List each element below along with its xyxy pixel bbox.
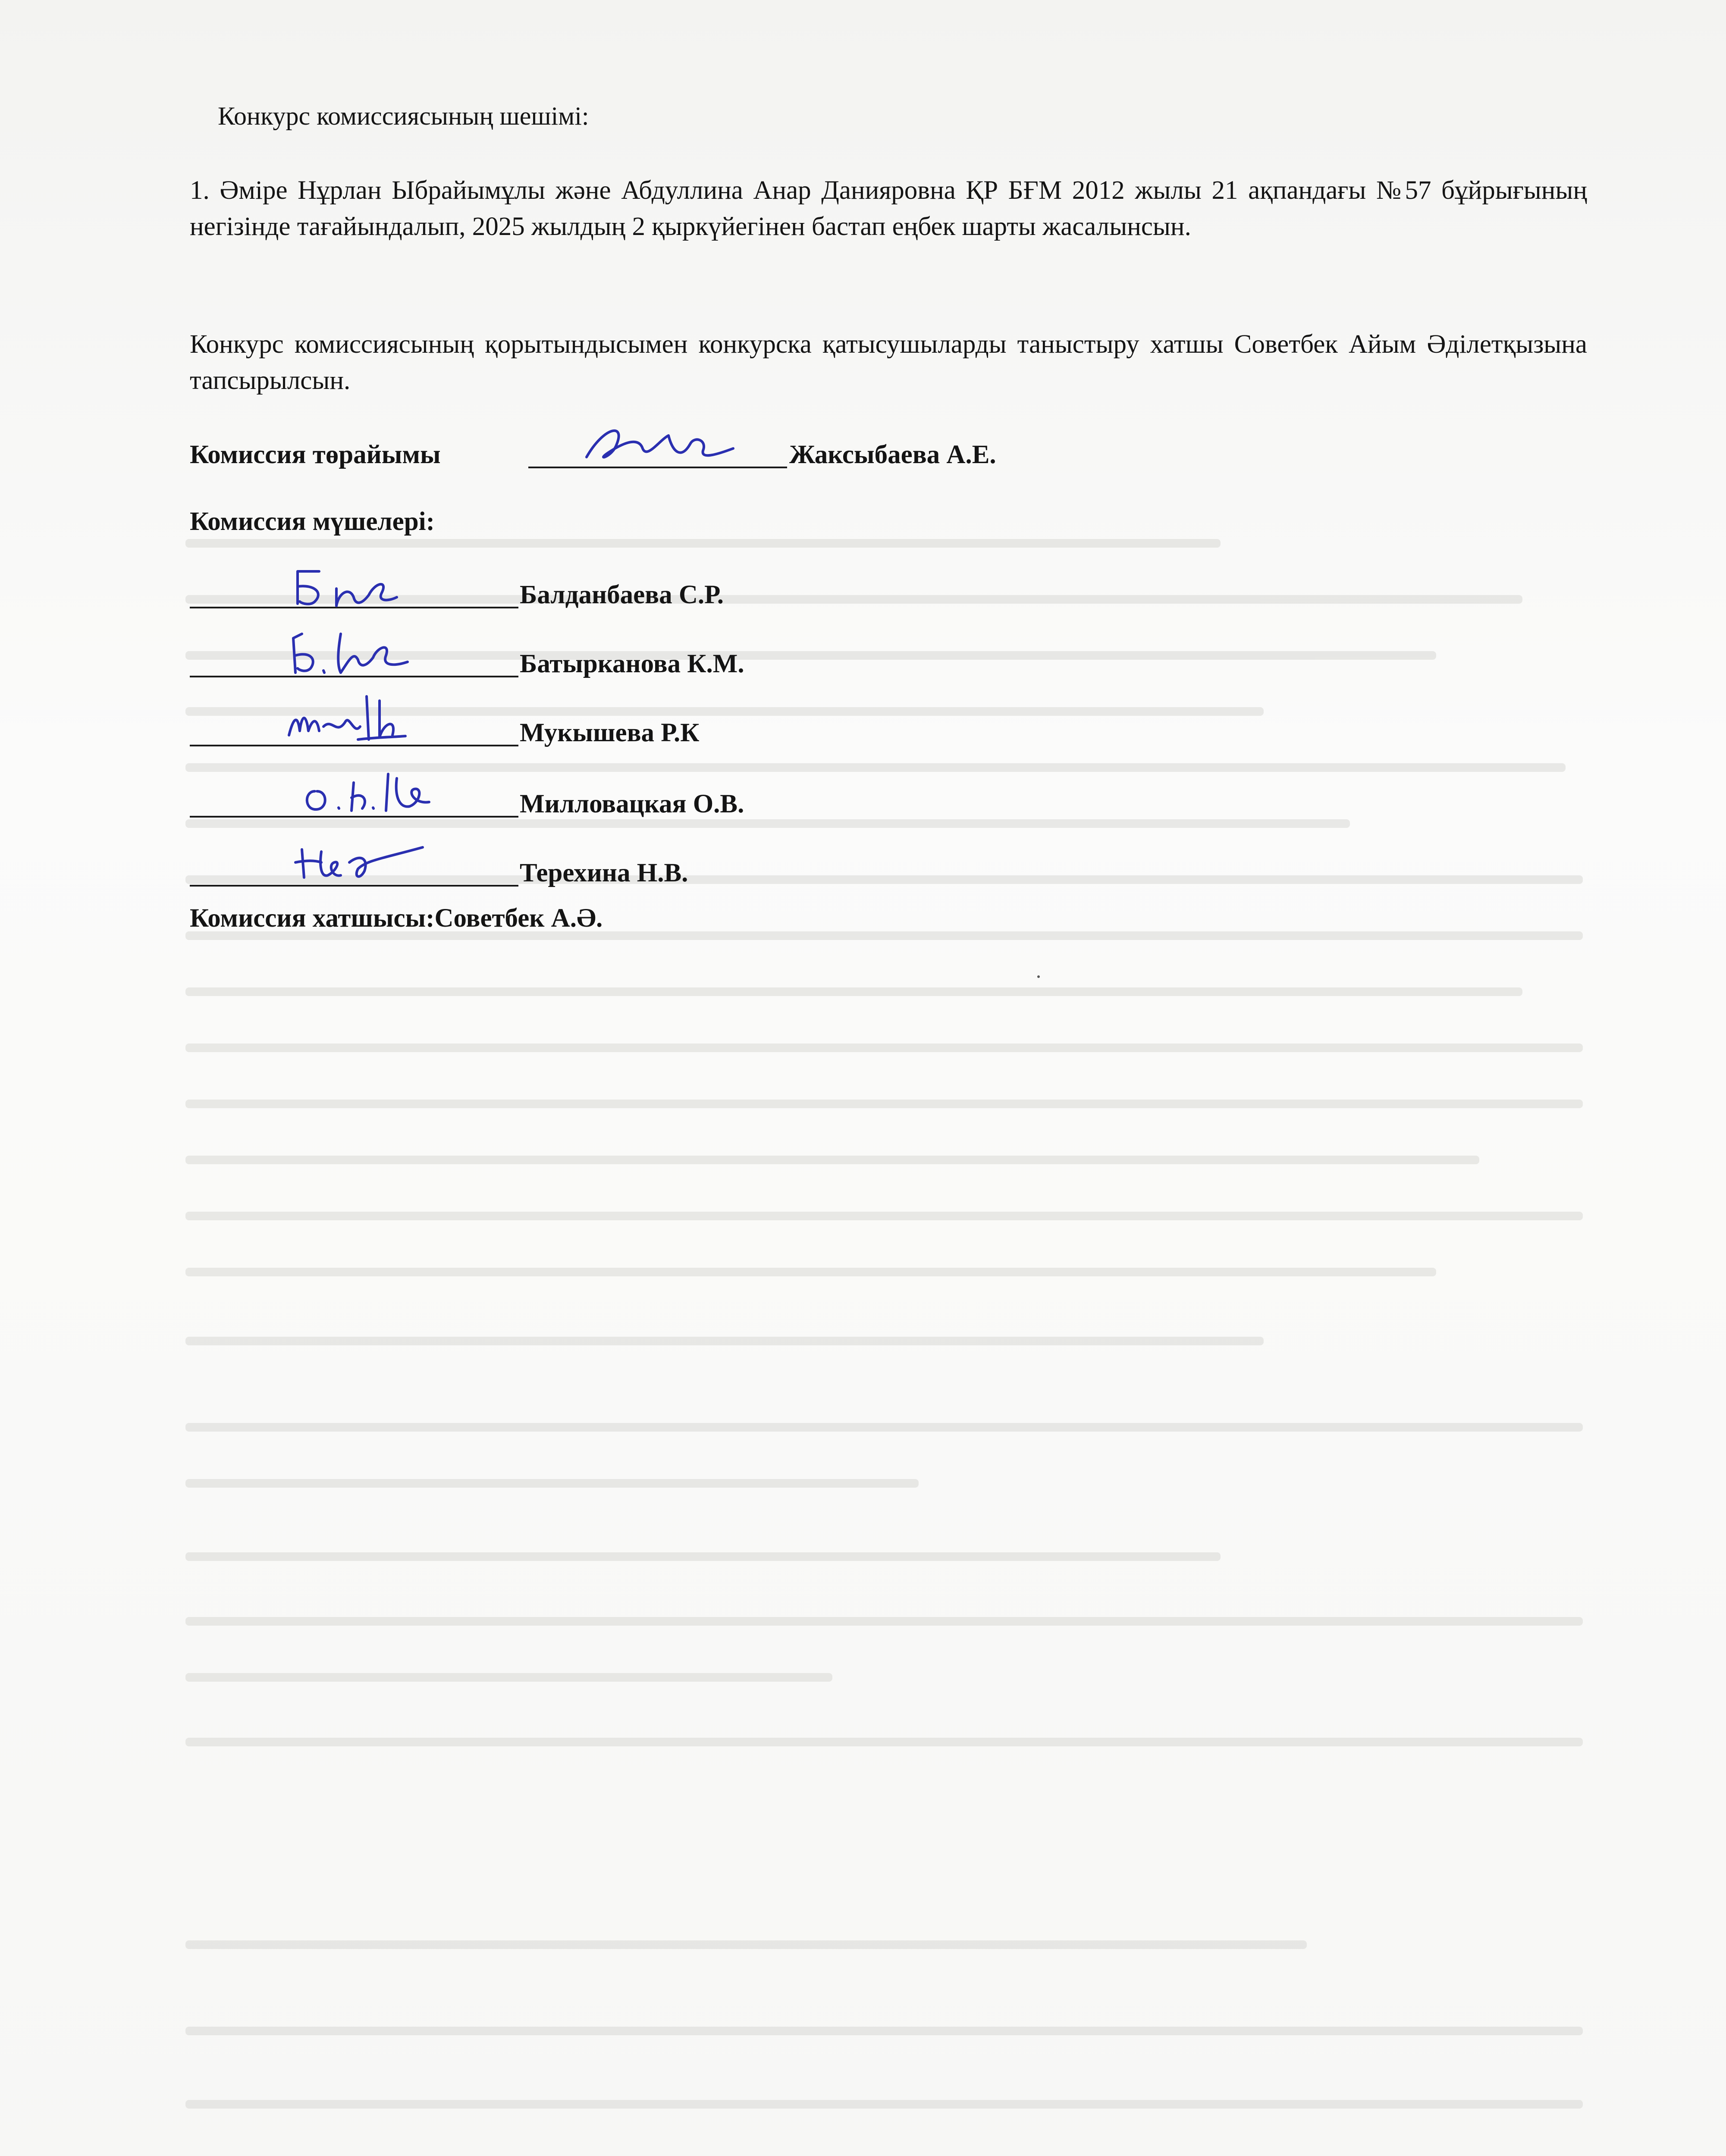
member-row	[190, 580, 880, 619]
member-name: Милловацкая О.В.	[520, 790, 744, 818]
speck	[1037, 975, 1040, 978]
chair-name: Жаксыбаева А.Е.	[789, 440, 996, 469]
chair-label: Комиссия төрайымы	[190, 440, 441, 469]
decision-heading: Конкурс комиссиясының шешімі:	[218, 102, 589, 130]
member-signature	[280, 688, 410, 748]
secretary-line: Комиссия хатшысы:Советбек А.Ә.	[190, 904, 603, 933]
member-row	[190, 789, 880, 828]
member-name: Терехина Н.В.	[520, 859, 688, 887]
member-row	[190, 718, 880, 757]
member-row	[190, 649, 880, 688]
member-name: Батырканова К.М.	[520, 649, 744, 678]
member-name: Балданбаева С.Р.	[520, 580, 724, 609]
chair-signature	[578, 418, 742, 470]
member-name: Мукышева Р.К	[520, 718, 700, 747]
members-label: Комиссия мүшелері:	[190, 507, 435, 536]
signature-line	[190, 885, 518, 887]
decision-paragraph-1: 1. Әміре Нұрлан Ыбрайымұлы және Абдуллина Анар Данияровна ҚР БҒМ 2012 жылы 21 ақпандағы №57 бұйрығының негізінде тағайындалып, 2025 жылдың 2 қыркүйегінен бастап еңбек шарты жасалынсын.	[190, 176, 1587, 241]
member-row	[190, 858, 880, 897]
member-signature	[285, 625, 414, 681]
member-signature	[298, 761, 436, 817]
decision-paragraph-2: Конкурс комиссиясының қорытындысымен конкурска қатысушыларды таныстыру хатшы Советбек Айым Әділетқызына тапсырылсын.	[190, 330, 1587, 395]
member-signature	[289, 563, 401, 614]
member-signature	[289, 837, 427, 884]
